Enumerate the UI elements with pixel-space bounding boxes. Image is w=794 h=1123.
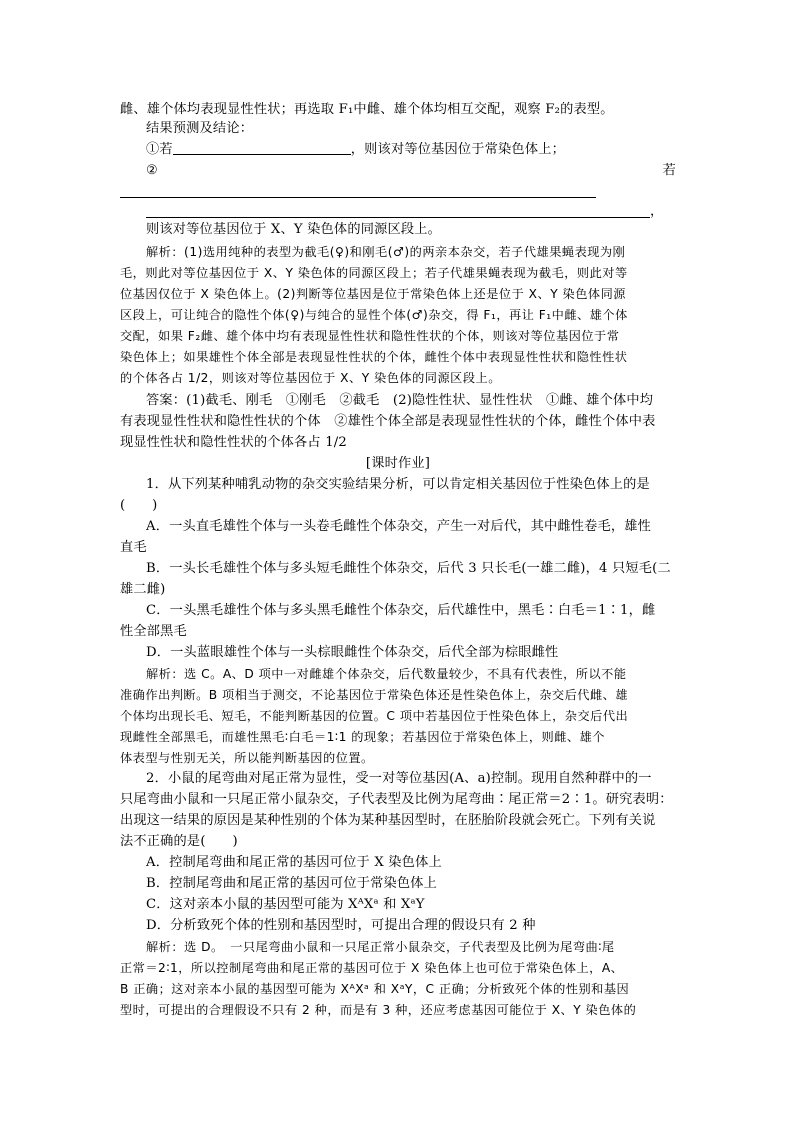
q2-stem: 出现这一结果的原因是某种性别的个体为某种基因型时，在胚胎阶段就会死亡。下列有关说 bbox=[120, 813, 656, 828]
answer-line: 现显性性状和隐性性状的个体各占 1/2 bbox=[120, 435, 348, 450]
q1-analysis-line: 个体均出现长毛、短毛，不能判断基因的位置。C 项中若基因位于性染色体上，杂交后代出 bbox=[120, 709, 629, 723]
q1-option-c-cont: 性全部黑毛 bbox=[120, 624, 187, 639]
q1-option-a-cont: 直毛 bbox=[120, 540, 147, 555]
item2-result: 则该对等位基因位于 X、Y 染色体的同源区段上。 bbox=[146, 222, 442, 237]
analysis-line: 染色体上；如果雄性个体全部是表现显性性状的个体，雌性个体中表现显性性状和隐性性状 bbox=[120, 350, 628, 364]
q1-stem: ( ) bbox=[120, 498, 158, 513]
result-item-1 bbox=[146, 141, 676, 159]
q2-option-a: A．控制尾弯曲和尾正常的基因可位于 X 染色体上 bbox=[146, 855, 442, 870]
q2-analysis-line: B 正确；这对亲本小鼠的基因型可能为 XᴬXᵃ 和 XᵃY，C 正确；分析致死个体的性别和基因 bbox=[120, 982, 630, 996]
fill-blank-1 bbox=[173, 141, 351, 155]
analysis-line: 位基因仅位于 X 染色体上。(2)判断等位基因是位于常染色体上还是位于 X、Y 染色体同源 bbox=[120, 287, 626, 301]
analysis-line: 毛，则此对等位基因位于 X、Y 染色体的同源区段上；若子代雄果蝇表现为截毛，则此对等 bbox=[120, 266, 628, 280]
section-title: [课时作业] bbox=[365, 456, 431, 471]
result-item-2 bbox=[146, 162, 676, 180]
analysis-line: 交配，如果 F₂雌、雄个体中均有表现显性性状和隐性性状的个体，则该对等位基因位于常 bbox=[120, 329, 620, 343]
q1-analysis-line: 准确作出判断。B 项相当于测交，不论基因位于常染色体还是性染色体上，杂交后代雌、雄 bbox=[120, 688, 629, 702]
body-line: 雌、雄个体均表现显性性状；再选取 F₁中雌、雄个体均相互交配，观察 F₂的表型。 bbox=[120, 102, 614, 117]
q2-analysis-line: 解析：选 D。 一只尾弯曲小鼠和一只尾正常小鼠杂交，子代表型及比例为尾弯曲∶尾 bbox=[146, 940, 615, 954]
q1-option-b-cont: 雄二雌) bbox=[120, 582, 166, 597]
q2-analysis-line: 型时，可提出的合理假设不只有 2 种，而是有 3 种，还应考虑基因可能位于 X、Y 染色体的 bbox=[120, 1003, 637, 1017]
q1-stem: 1．从下列某种哺乳动物的杂交实验结果分析，可以肯定相关基因位于性染色体上的是 bbox=[146, 477, 650, 492]
q2-stem: 只尾弯曲小鼠和一只尾正常小鼠杂交，子代表型及比例为尾弯曲∶尾正常＝2∶1。研究表明： bbox=[120, 792, 673, 807]
answer-line: 答案：(1)截毛、刚毛 ①刚毛 ②截毛 (2)隐性性状、显性性状 ①雌、雄个体中均 bbox=[146, 393, 654, 408]
q2-option-b: B．控制尾弯曲和尾正常的基因可位于常染色体上 bbox=[146, 876, 438, 891]
q1-option-b: B．一头长毛雄性个体与多头短毛雌性个体杂交，后代 3 只长毛(一雄二雌)，4 只短毛(二 bbox=[146, 561, 671, 576]
analysis-line: 解析：(1)选用纯种的表型为截毛(♀)和刚毛(♂)的两亲本杂交，若子代雄果蝇表现为刚 bbox=[146, 245, 626, 259]
predict-title: 结果预测及结论： bbox=[146, 121, 254, 136]
fill-blank-2b bbox=[146, 217, 650, 218]
q1-option-c: C．一头黑毛雄性个体与多头黑毛雌性个体杂交，后代雄性中，黑毛∶白毛＝1∶1，雌 bbox=[146, 603, 656, 618]
analysis-line: 的个体各占 1/2，则该对等位基因位于 X、Y 染色体的同源区段上。 bbox=[120, 371, 501, 385]
q1-analysis-line: 解析：选 C。A、D 项中一对雌雄个体杂交，后代数量较少，不具有代表性，所以不能 bbox=[146, 667, 627, 681]
answer-line: 有表现显性性状和隐性性状的个体 ②雄性个体全部是表现显性性状的个体，雌性个体中表 bbox=[120, 414, 656, 429]
item2-if: 若 bbox=[662, 163, 676, 178]
item2-comma: ， bbox=[650, 204, 664, 219]
item1-prefix: ①若 bbox=[146, 142, 173, 157]
item1-suffix: ，则该对等位基因位于常染色体上； bbox=[350, 142, 565, 157]
q2-analysis-line: 正常＝2∶1，所以控制尾弯曲和尾正常的基因可位于 X 染色体上也可位于常染色体上，A、 bbox=[120, 961, 624, 975]
analysis-line: 区段上，可让纯合的隐性个体(♀)与纯合的显性个体(♂)杂交，得 F₁，再让 F₁中雌、雄个体 bbox=[120, 308, 628, 322]
q1-option-d: D．一头蓝眼雄性个体与一头棕眼雌性个体杂交，后代全部为棕眼雌性 bbox=[146, 645, 559, 660]
q1-analysis-line: 现雌性全部黑毛，而雄性黑毛∶白毛＝1∶1 的现象；若基因位于常染色体上，则雌、雄个 bbox=[120, 730, 605, 744]
fill-blank-2a bbox=[120, 197, 596, 198]
q1-option-a: A．一头直毛雄性个体与一头卷毛雌性个体杂交，产生一对后代，其中雌性卷毛，雄性 bbox=[146, 519, 652, 534]
item2-prefix: ② bbox=[146, 163, 159, 178]
q1-analysis-line: 体表型与性别无关，所以能判断基因的位置。 bbox=[120, 751, 374, 765]
q2-stem: 法不正确的是( ) bbox=[120, 834, 238, 849]
q2-option-d: D．分析致死个体的性别和基因型时，可提出合理的假设只有 2 种 bbox=[146, 918, 536, 933]
q2-stem: 2．小鼠的尾弯曲对尾正常为显性，受一对等位基因(A、a)控制。现用自然种群中的一 bbox=[146, 771, 652, 786]
q2-option-c: C．这对亲本小鼠的基因型可能为 XᴬXᵃ 和 XᵃY bbox=[146, 897, 425, 912]
